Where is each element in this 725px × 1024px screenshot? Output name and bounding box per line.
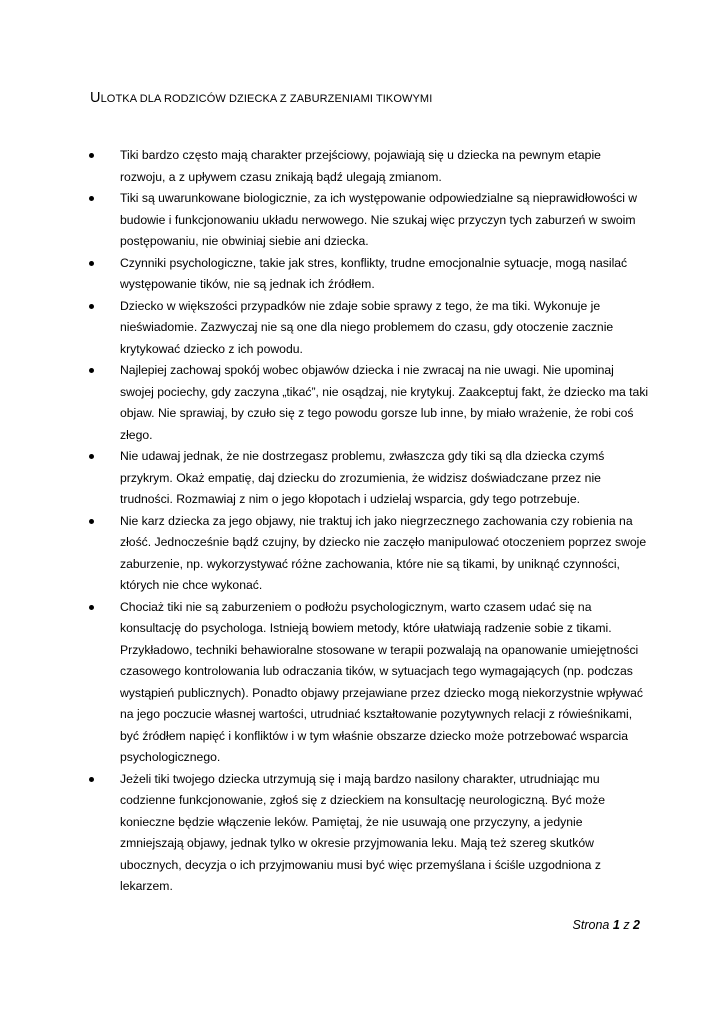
list-item-line: rozwoju, a z upływem czasu znikają bądź ulegają zmianom.: [120, 169, 442, 184]
list-item-line: zaburzenie, np. wykorzystywać różne zachowania, które nie są tikami, by uniknąć czynności,: [120, 556, 620, 571]
bullet-icon: [89, 605, 94, 610]
list-item-line: Dziecko w większości przypadków nie zdaje sobie sprawy z tego, że ma tiki. Wykonuje je: [120, 298, 601, 313]
list-item-line: budowie i funkcjonowaniu układu nerwowego. Nie szukaj więc przyczyn tych zaburzeń w swoim: [120, 212, 636, 227]
list-item-line: konsultację do psychologa. Istnieją bowiem metody, które ułatwiają radzenie sobie z tikami.: [120, 621, 612, 635]
page-footer: [500, 918, 640, 932]
list-item: [0, 145, 640, 188]
title-first-letter: U: [90, 90, 101, 106]
page-label: Strona: [572, 918, 610, 932]
list-item-line: objaw. Nie sprawiaj, by czuło się z tego powodu gorsze lub inne, by miało wrażenie, że robi coś: [120, 406, 634, 420]
list-item-line: Tiki są uwarunkowane biologicznie, za ich występowanie odpowiedzialne są nieprawidłowości w: [120, 191, 638, 205]
list-item-line: być źródłem napięć i konfliktów i w tym właśnie obszarze dziecko może potrzebować wsparcia: [120, 728, 629, 743]
bullet-icon: [89, 368, 94, 373]
bullet-icon: [89, 454, 94, 459]
list-item: [0, 296, 640, 361]
list-item-line: Najlepiej zachowaj spokój wobec objawów dziecka i nie zwracaj na nie uwagi. Nie upominaj: [120, 363, 614, 377]
bullet-icon: [89, 196, 94, 201]
list-item-line: złość. Jednocześnie bądź czujny, by dziecko nie zaczęło manipulować otoczeniem poprzez swoje: [120, 535, 647, 549]
list-item-line: Chociaż tiki nie są zaburzeniem o podłożu psychologicznym, warto czasem udać się na: [120, 599, 592, 614]
list-item-line: postępowaniu, nie obwiniaj siebie ani dziecka.: [120, 234, 369, 248]
list-item-line: występowanie tików, nie są jednak ich źródłem.: [120, 277, 375, 291]
list-item: [0, 597, 643, 769]
list-item-line: Tiki bardzo często mają charakter przejściowy, pojawiają się u dziecka na pewnym etapie: [120, 148, 601, 162]
list-item-line: których nie chce wykonać.: [120, 578, 263, 592]
bullet-icon: [89, 153, 94, 158]
list-item: [0, 360, 649, 446]
list-item-line: Jeżeli tiki twojego dziecka utrzymują się i mają bardzo nasilony charakter, utrudniając mu: [120, 771, 600, 786]
list-item-line: krytykować dziecko z ich powodu.: [120, 341, 303, 356]
list-item-line: złego.: [120, 427, 153, 442]
list-item-line: psychologicznego.: [120, 750, 221, 764]
bullet-icon: [89, 777, 94, 782]
list-item-line: trudności. Rozmawiaj z nim o jego kłopotach i udzielaj wsparcia, gdy tego potrzebuje.: [120, 492, 580, 506]
list-item-line: nieświadomie. Zazwyczaj nie są one dla niego problemem do czasu, gdy otoczenie zacznie: [120, 320, 614, 334]
list-item-line: przykrym. Okaż empatię, daj dziecku do zrozumienia, że widzisz doświadczane przez nie: [120, 470, 601, 485]
list-item-line: Nie karz dziecka za jego objawy, nie traktuj ich jako niegrzecznego zachowania czy robienia na: [120, 513, 633, 528]
list-item-line: ubocznych, decyzja o ich przyjmowaniu musi być więc przemyślana i ściśle uzgodniona z: [120, 857, 601, 872]
list-item-line: na jego poczucie własnej wartości, utrudniać kształtowanie pozytywnych relacji z rówieśnikami,: [120, 707, 633, 721]
list-item: [0, 253, 640, 296]
list-item-line: Nie udawaj jednak, że nie dostrzegasz problemu, zwłaszcza gdy tiki są dla dziecka czymś: [120, 449, 605, 463]
total-pages-number: 2: [633, 918, 640, 932]
list-item-line: konieczne będzie włączenie leków. Pamiętaj, że nie usuwają one przyczyny, a jedynie: [120, 814, 583, 829]
of-label: z: [623, 918, 630, 932]
bullet-icon: [89, 519, 94, 524]
list-item: [0, 188, 640, 253]
page-title: [90, 90, 650, 106]
list-item-line: swojej pociechy, gdy zaczyna „tikać”, nie osądzaj, nie krytykuj. Zaakceptuj fakt, że dziecko ma taki: [120, 384, 649, 399]
list-item: [0, 769, 640, 898]
list-item-line: wystąpień publicznych). Ponadto objawy przejawiane przez dziecko mogą niekorzystnie wpływać: [120, 685, 643, 700]
list-item-line: Przykładowo, techniki behawioralne stosowane w terapii pozwalają na opanowanie umiejętności: [120, 642, 639, 657]
list-item-line: czasowego kontrolowania lub odraczania tików, w sytuacjach tego wymagających (np. podczas: [120, 664, 633, 678]
list-item-line: codzienne funkcjonowanie, zgłoś się z dzieckiem na konsultację neurologiczną. Być może: [120, 793, 606, 807]
list-item-line: lekarzem.: [120, 879, 173, 893]
list-item-line: Czynniki psychologiczne, takie jak stres, konflikty, trudne emocjonalnie sytuacje, mogą nasilać: [120, 255, 628, 270]
bullet-icon: [89, 304, 94, 309]
current-page-number: 1: [612, 918, 620, 932]
list-item: [0, 446, 640, 511]
bullet-list: [0, 145, 725, 898]
list-item: [0, 511, 647, 597]
list-item-line: zmniejszają objawy, jednak tylko w okresie przyjmowania leku. Mają też szereg skutków: [120, 836, 594, 850]
bullet-icon: [89, 261, 94, 266]
title-rest: LOTKA DLA RODZICÓW DZIECKA Z ZABURZENIAMI TIKOWYMI: [100, 93, 433, 105]
